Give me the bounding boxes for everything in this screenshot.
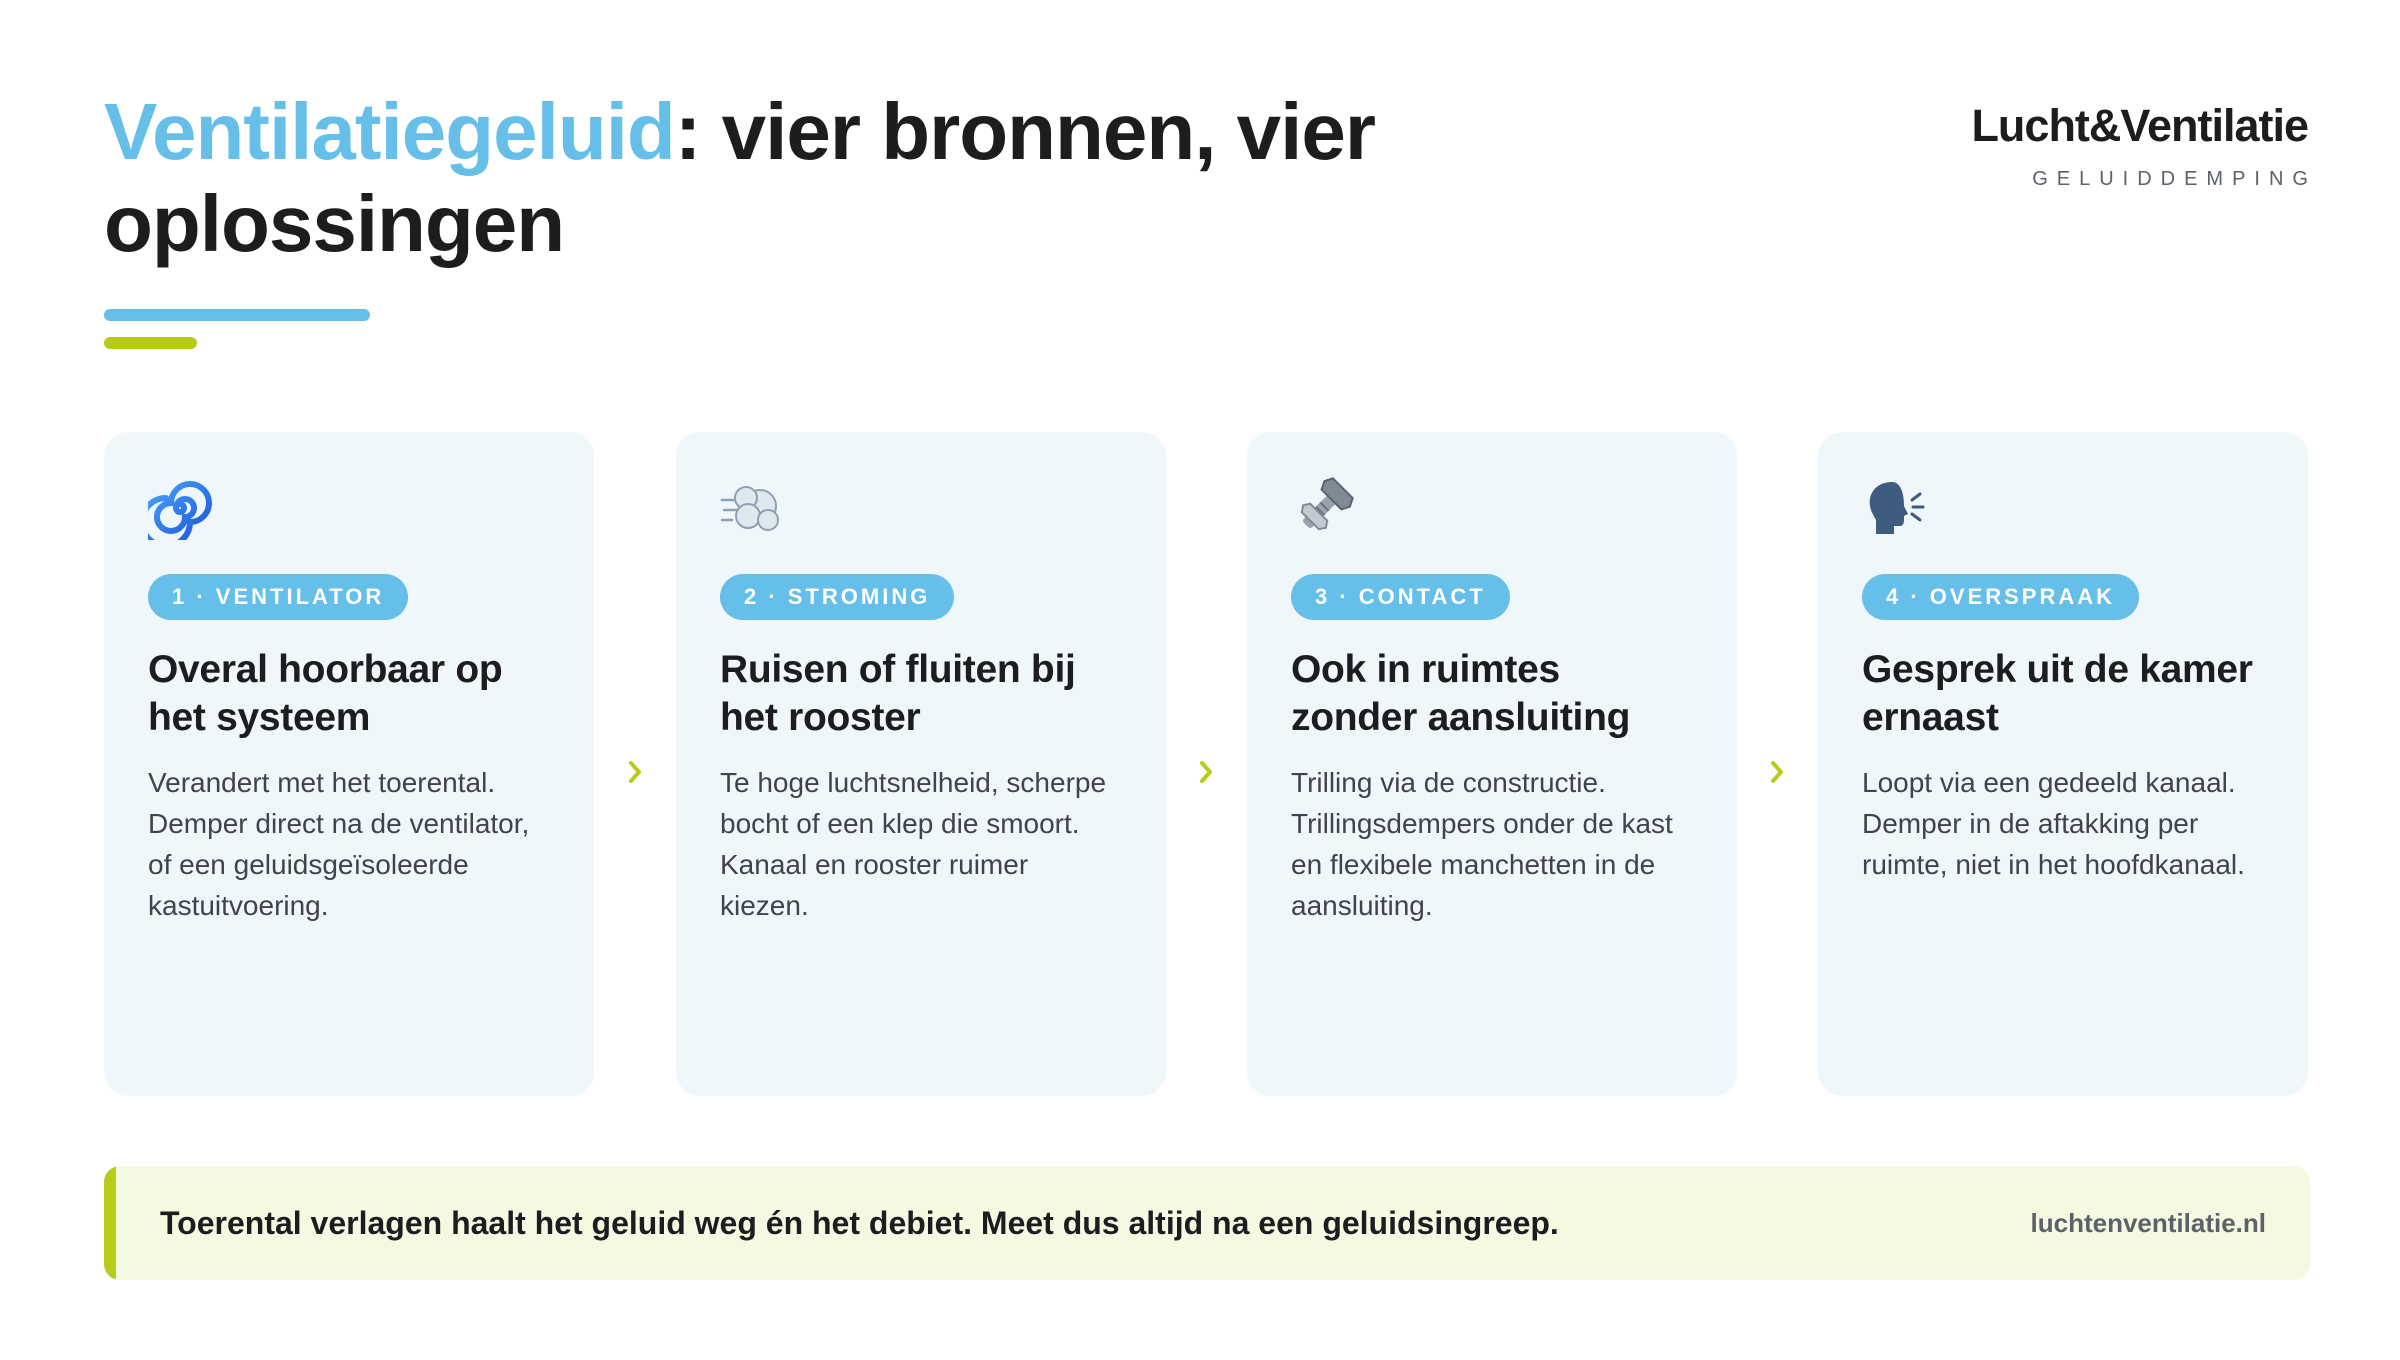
brand-tagline: GELUIDDEMPING [2032, 168, 2317, 190]
title-rest: : vier bronnen, vier oplossingen [104, 87, 1375, 268]
footer-url[interactable]: luchtenventilatie.nl [2030, 1208, 2266, 1238]
card-stroming [676, 432, 1166, 1096]
card-contact [1247, 432, 1737, 1096]
card-text: Trilling via de constructie. Trillingsdempers onder de kast en flexibele manchetten in de aansluiting. [1291, 767, 1673, 921]
page-title [104, 86, 1444, 270]
speaking-head-icon [1862, 476, 1926, 540]
title-highlight: Ventilatiegeluid [104, 87, 675, 176]
cyclone-icon [148, 476, 212, 540]
nut-and-bolt-icon [1291, 476, 1355, 540]
chevron-right-icon [628, 758, 642, 786]
card-heading: Gesprek uit de kamer ernaast [1862, 648, 2253, 739]
badge-ventilator: 1 · VENTILATOR [148, 574, 408, 620]
badge-contact: 3 · CONTACT [1291, 574, 1510, 620]
badge-overspraak: 4 · OVERSPRAAK [1862, 574, 2139, 620]
chevron-right-icon [1770, 758, 1784, 786]
title-underline-blue [104, 309, 370, 321]
card-heading: Overal hoorbaar op het systeem [148, 648, 503, 739]
badge-stroming: 2 · STROMING [720, 574, 954, 620]
card-overspraak [1818, 432, 2308, 1096]
brand-name: Lucht&Ventilatie [1971, 100, 2308, 151]
chevron-right-icon [1199, 758, 1213, 786]
card-ventilator [104, 432, 594, 1096]
title-underline-green [104, 337, 197, 349]
brand-logo [1971, 100, 2317, 191]
footer-accent-stripe [104, 1166, 116, 1280]
card-text: Loopt via een gedeeld kanaal. Demper in de aftakking per ruimte, niet in het hoofdkanaal. [1862, 767, 2245, 880]
card-text: Verandert met het toerental. Demper direct na de ventilator, of een geluidsgeïsoleerde kastuitvoering. [148, 767, 530, 921]
footer-callout [104, 1166, 2310, 1280]
wind-puff-icon [720, 476, 784, 540]
card-text: Te hoge luchtsnelheid, scherpe bocht of een klep die smoort. Kanaal en rooster ruimer kiezen. [720, 767, 1107, 921]
card-heading: Ruisen of fluiten bij het rooster [720, 648, 1076, 739]
card-heading: Ook in ruimtes zonder aansluiting [1291, 648, 1631, 739]
footer-text: Toerental verlagen haalt het geluid weg én het debiet. Meet dus altijd na een geluidsingreep. [160, 1205, 1559, 1241]
